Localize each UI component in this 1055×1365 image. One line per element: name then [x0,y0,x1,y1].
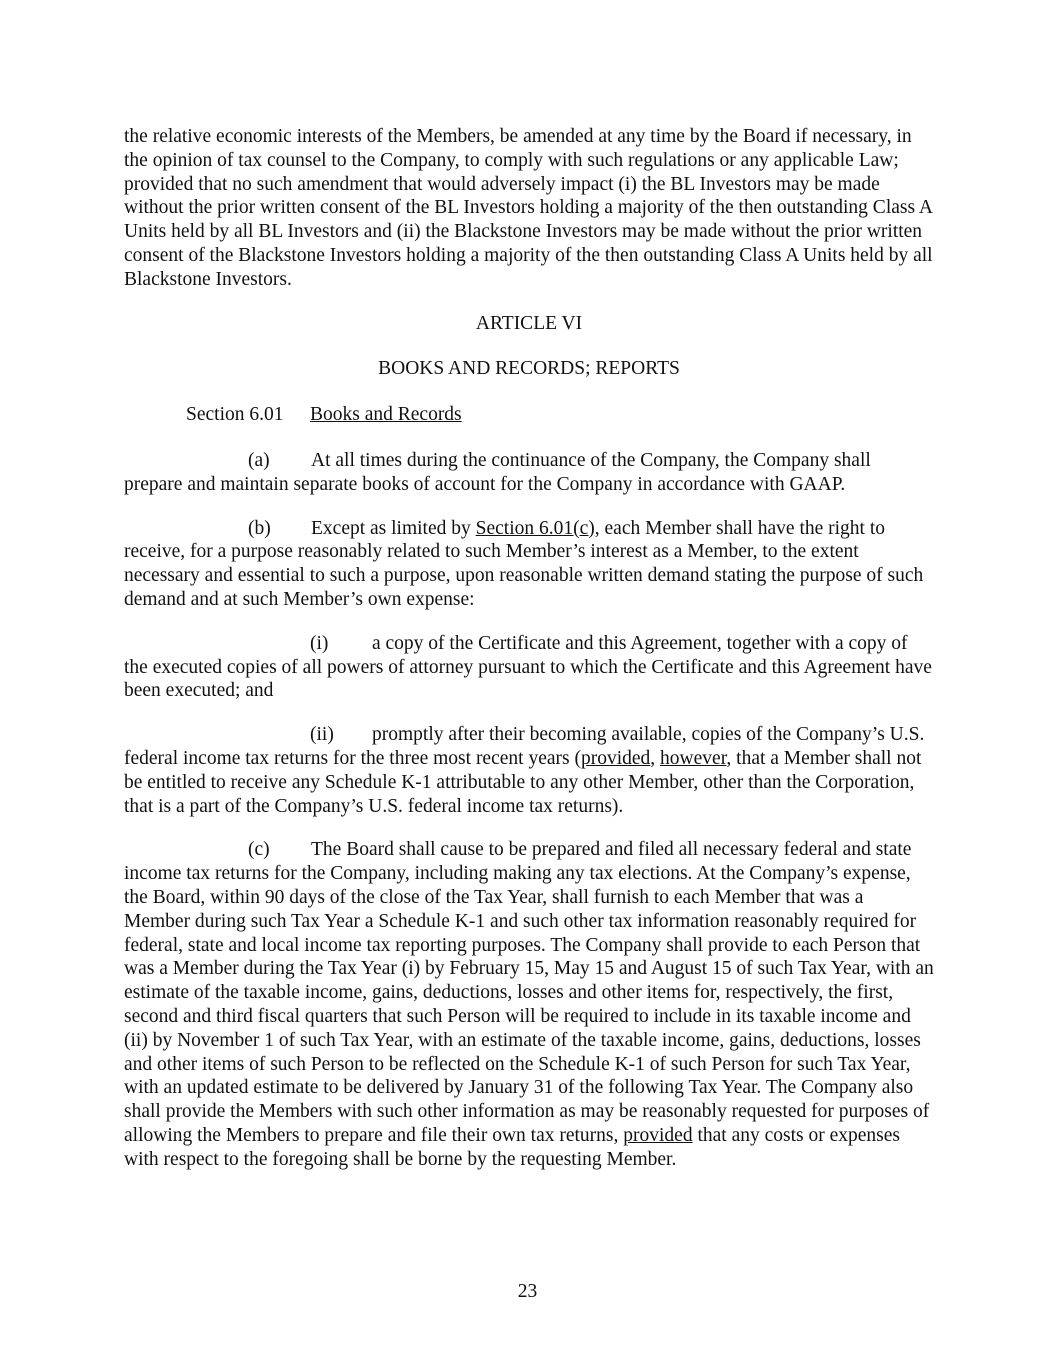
paragraph-c-text-pre: The Board shall cause to be prepared and filed all necessary federal and state income tax returns for the Company, including making any tax elections. At the Company’s expense, the Board, within 90 days of the close of the Tax Year, shall furnish to each Member that was a Member during such Tax Year a Schedule K-1 and such other tax information reasonably required for federal, state and local income tax reporting purposes. The Company shall provide to each Person that was a Member during the Tax Year (i) by February 15, May 15 and August 15 of such Tax Year, with an estimate of the taxable income, gains, deductions, losses and other items for, respectively, the first, second and third fiscal quarters that such Person will be required to include in its taxable income and (ii) by November 1 of such Tax Year, with an estimate of the taxable income, gains, deductions, losses and other items of such Person to be reflected on the Schedule K-1 of such Person for such Tax Year, with an updated estimate to be delivered by January 31 of the following Tax Year. The Company also shall provide the Members with such other information as may be reasonably requested for purposes of allowing the Members to prepare and file their own tax returns, [124,839,934,1146]
paragraph-b-ii-text-pre: promptly after their becoming available, copies of the Company’s U.S. federal income tax returns for the three most recent years ( [124,724,925,769]
section-reference-link: Section 6.01(c) [475,517,595,539]
paragraph-b-i-text: a copy of the Certificate and this Agreement, together with a copy of the executed copies of all powers of attorney pursuant to which the Certificate and this Agreement have been executed; and [124,632,932,702]
page-number: 23 [517,1281,538,1302]
paragraph-b-ii [124,723,934,818]
paragraph-b-text-pre: Except as limited by [311,517,476,539]
paragraph-a [124,449,934,497]
however-term: however [660,747,727,769]
paragraph-a-text: At all times during the continuance of the Company, the Company shall prepare and maintain separate books of account for the Company in accordance with GAAP. [124,449,871,495]
paragraph-c-label: (c) [248,839,270,861]
paragraph-b-i [124,632,934,703]
section-title: Books and Records [310,404,462,426]
intro-paragraph: the relative economic interests of the Members, be amended at any time by the Board if necessary, in the opinion of tax counsel to the Company, to comply with such regulations or any applicable Law; provided that no such amendment that would adversely impact (i) the BL Investors may be made without the prior written consent of the BL Investors holding a majority of the then outstanding Class A Units held by all BL Investors and (ii) the Blackstone Investors may be made without the prior written consent of the Blackstone Investors holding a majority of the then outstanding Class A Units held by all Blackstone Investors. [124,126,933,290]
provided-term: provided [580,747,651,769]
paragraph-b [124,517,934,612]
paragraph-c [124,838,934,1171]
paragraph-b-i-label: (i) [310,632,329,654]
paragraph-b-text-post: , each Member shall have the right to receive, for a purpose reasonably related to such Member’s interest as a Member, to the extent necessary and essential to such a purpose, upon reasonable written demand stating the purpose of such demand and at such Member’s own expense: [124,517,924,610]
article-number: ARTICLE VI [475,312,583,334]
provided-term: provided [623,1124,693,1146]
document-page [124,125,934,1171]
article-title: BOOKS AND RECORDS; REPORTS [378,358,680,380]
paragraph-c-text-post: that any costs or expenses with respect to the foregoing shall be borne by the requesting Member. [124,1124,901,1170]
paragraph-a-label: (a) [248,449,270,471]
comma-separator: , [650,747,661,769]
paragraph-b-label: (b) [248,517,271,539]
paragraph-b-ii-text-post: , that a Member shall not be entitled to receive any Schedule K-1 attributable to any other Member, other than the Corporation, that is a part of the Company’s U.S. federal income tax returns). [124,747,922,817]
section-number: Section 6.01 [186,404,284,426]
section-heading [124,403,934,427]
paragraph-b-ii-label: (ii) [310,724,334,746]
